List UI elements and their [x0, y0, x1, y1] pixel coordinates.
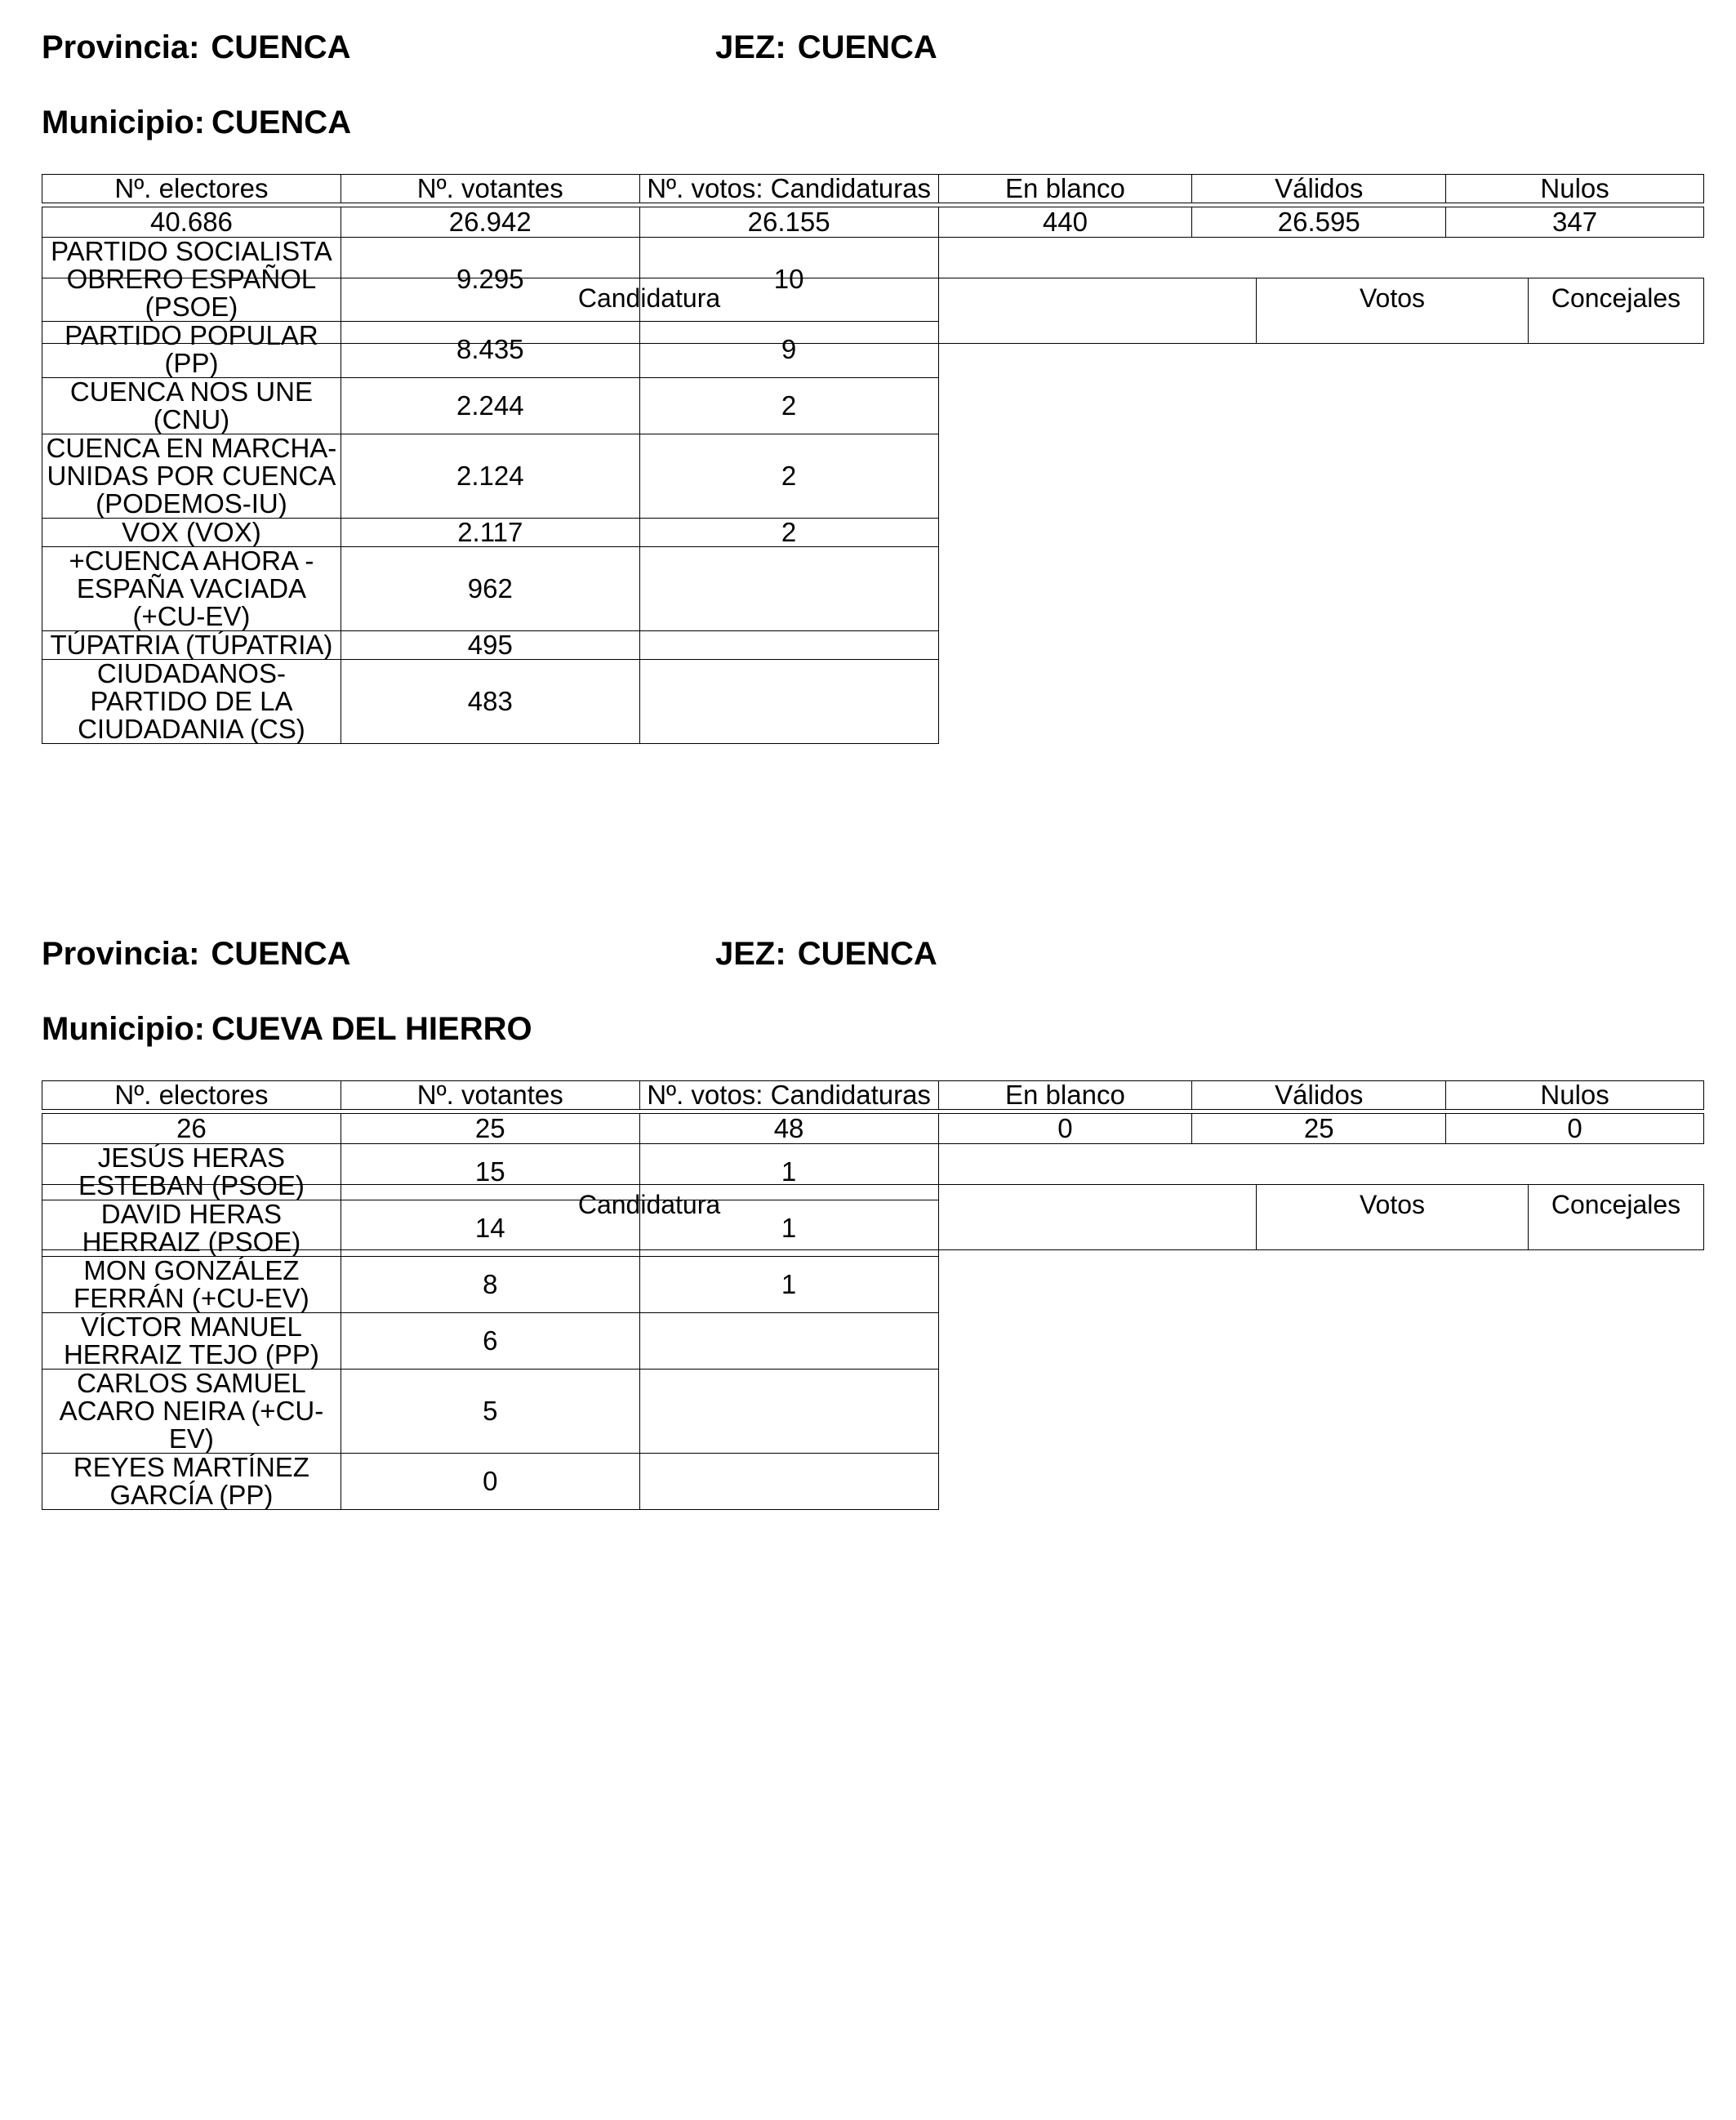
candidate-row — [42, 1454, 1704, 1510]
candidate-concejales: 1 — [639, 1257, 938, 1313]
summary-header-row — [42, 175, 1704, 203]
summary-value-cell: 26.942 — [341, 207, 639, 238]
summary-header-cell: Nulos — [1446, 175, 1704, 203]
candidate-votes: 2.117 — [341, 519, 639, 547]
candidate-name: CIUDADANOS-PARTIDO DE LA CIUDADANIA (CS) — [42, 660, 341, 744]
candidate-votes: 962 — [341, 547, 639, 631]
candidate-votes: 8.435 — [341, 322, 639, 378]
candidate-concejales — [639, 660, 938, 744]
candidate-row — [42, 1370, 1704, 1454]
summary-value-cell: 40.686 — [42, 207, 341, 238]
candidate-concejales: 2 — [639, 434, 938, 519]
summary-table — [42, 1080, 1704, 1510]
candidate-name: PARTIDO POPULAR (PP) — [42, 322, 341, 378]
candidate-concejales: 2 — [639, 378, 938, 434]
summary-values-row — [42, 207, 1704, 238]
summary-value-cell: 0 — [938, 1114, 1192, 1144]
summary-header-cell: En blanco — [938, 175, 1192, 203]
candidate-concejales — [639, 631, 938, 660]
provincia-header — [42, 936, 351, 972]
candidate-row — [42, 1257, 1704, 1313]
candidate-concejales: 2 — [639, 519, 938, 547]
candidate-votes: 9.295 — [341, 238, 639, 322]
candidate-row — [42, 434, 1704, 519]
col-candidatura: Candidatura — [42, 278, 1257, 344]
candidate-votes: 15 — [341, 1144, 639, 1200]
candidate-concejales: 9 — [639, 322, 938, 378]
candidate-name: CUENCA NOS UNE (CNU) — [42, 378, 341, 434]
candidate-name: JESÚS HERAS ESTEBAN (PSOE) — [42, 1144, 341, 1200]
summary-header-cell: Válidos — [1192, 175, 1446, 203]
jez-header — [715, 936, 937, 972]
candidate-concejales — [639, 1313, 938, 1370]
candidate-name: VÍCTOR MANUEL HERRAIZ TEJO (PP) — [42, 1313, 341, 1370]
candidate-name: MON GONZÁLEZ FERRÁN (+CU-EV) — [42, 1257, 341, 1313]
col-concejales: Concejales — [1529, 1185, 1704, 1250]
candidate-row — [42, 519, 1704, 547]
candidate-row — [42, 1313, 1704, 1370]
provincia-header — [42, 29, 351, 65]
candidate-name: REYES MARTÍNEZ GARCÍA (PP) — [42, 1454, 341, 1510]
candidate-row — [42, 660, 1704, 744]
jez-label: JEZ: — [715, 29, 786, 65]
summary-table — [42, 174, 1704, 744]
provincia-value: CUENCA — [211, 29, 351, 65]
candidate-name: +CUENCA AHORA - ESPAÑA VACIADA (+CU-EV) — [42, 547, 341, 631]
candidate-votes: 6 — [341, 1313, 639, 1370]
summary-header-cell: Nº. votantes — [341, 175, 639, 203]
summary-value-cell: 48 — [639, 1114, 938, 1144]
summary-value-cell: 25 — [1192, 1114, 1446, 1144]
summary-value-cell: 25 — [341, 1114, 639, 1144]
candidate-votes: 0 — [341, 1454, 639, 1510]
candidate-concejales: 1 — [639, 1144, 938, 1200]
candidate-votes: 483 — [341, 660, 639, 744]
candidate-name: CUENCA EN MARCHA-UNIDAS POR CUENCA (PODEMOS-IU) — [42, 434, 341, 519]
provincia-label: Provincia: — [42, 29, 200, 65]
summary-value-cell: 440 — [938, 207, 1192, 238]
summary-values-row — [42, 1114, 1704, 1144]
summary-header-cell: En blanco — [938, 1081, 1192, 1110]
summary-header-cell: Nulos — [1446, 1081, 1704, 1110]
municipio-label: Municipio: — [42, 105, 205, 140]
municipio-header — [42, 105, 351, 140]
summary-header-cell: Nº. votos: Candidaturas — [639, 1081, 938, 1110]
municipio-value: CUEVA DEL HIERRO — [211, 1011, 532, 1047]
candidate-name: DAVID HERAS HERRAIZ (PSOE) — [42, 1200, 341, 1257]
candidate-name: VOX (VOX) — [42, 519, 341, 547]
candidate-votes: 2.244 — [341, 378, 639, 434]
summary-value-cell: 347 — [1446, 207, 1704, 238]
summary-header-row — [42, 1081, 1704, 1110]
col-votos: Votos — [1257, 278, 1529, 344]
candidate-concejales: 10 — [639, 238, 938, 322]
candidate-votes: 8 — [341, 1257, 639, 1313]
candidate-name: CARLOS SAMUEL ACARO NEIRA (+CU-EV) — [42, 1370, 341, 1454]
candidates-header-row — [42, 1185, 1704, 1250]
summary-value-cell: 0 — [1446, 1114, 1704, 1144]
candidates-table — [42, 278, 1704, 344]
candidate-votes: 5 — [341, 1370, 639, 1454]
summary-value-cell: 26.155 — [639, 207, 938, 238]
candidate-row — [42, 378, 1704, 434]
provincia-value: CUENCA — [211, 936, 351, 972]
candidate-name: PARTIDO SOCIALISTA OBRERO ESPAÑOL (PSOE) — [42, 238, 341, 322]
col-votos: Votos — [1257, 1185, 1529, 1250]
summary-value-cell: 26.595 — [1192, 207, 1446, 238]
summary-header-cell: Nº. votos: Candidaturas — [639, 175, 938, 203]
candidates-header-row — [42, 278, 1704, 344]
jez-value: CUENCA — [797, 936, 937, 972]
summary-header-cell: Nº. electores — [42, 1081, 341, 1110]
summary-header-cell: Válidos — [1192, 1081, 1446, 1110]
candidate-votes: 495 — [341, 631, 639, 660]
summary-header-cell: Nº. votantes — [341, 1081, 639, 1110]
candidate-concejales — [639, 547, 938, 631]
candidate-row — [42, 631, 1704, 660]
summary-value-cell: 26 — [42, 1114, 341, 1144]
municipio-header — [42, 1011, 532, 1047]
candidate-concejales: 1 — [639, 1200, 938, 1257]
col-candidatura: Candidatura — [42, 1185, 1257, 1250]
col-concejales: Concejales — [1529, 278, 1704, 344]
candidate-votes: 14 — [341, 1200, 639, 1257]
provincia-label: Provincia: — [42, 936, 200, 972]
jez-label: JEZ: — [715, 936, 786, 972]
municipio-value: CUENCA — [211, 105, 352, 140]
candidate-concejales — [639, 1370, 938, 1454]
summary-header-cell: Nº. electores — [42, 175, 341, 203]
candidates-table — [42, 1184, 1704, 1250]
jez-value: CUENCA — [797, 29, 937, 65]
municipio-label: Municipio: — [42, 1011, 205, 1047]
candidate-name: TÚPATRIA (TÚPATRIA) — [42, 631, 341, 660]
candidate-concejales — [639, 1454, 938, 1510]
candidate-votes: 2.124 — [341, 434, 639, 519]
jez-header — [715, 29, 937, 65]
candidate-row — [42, 547, 1704, 631]
